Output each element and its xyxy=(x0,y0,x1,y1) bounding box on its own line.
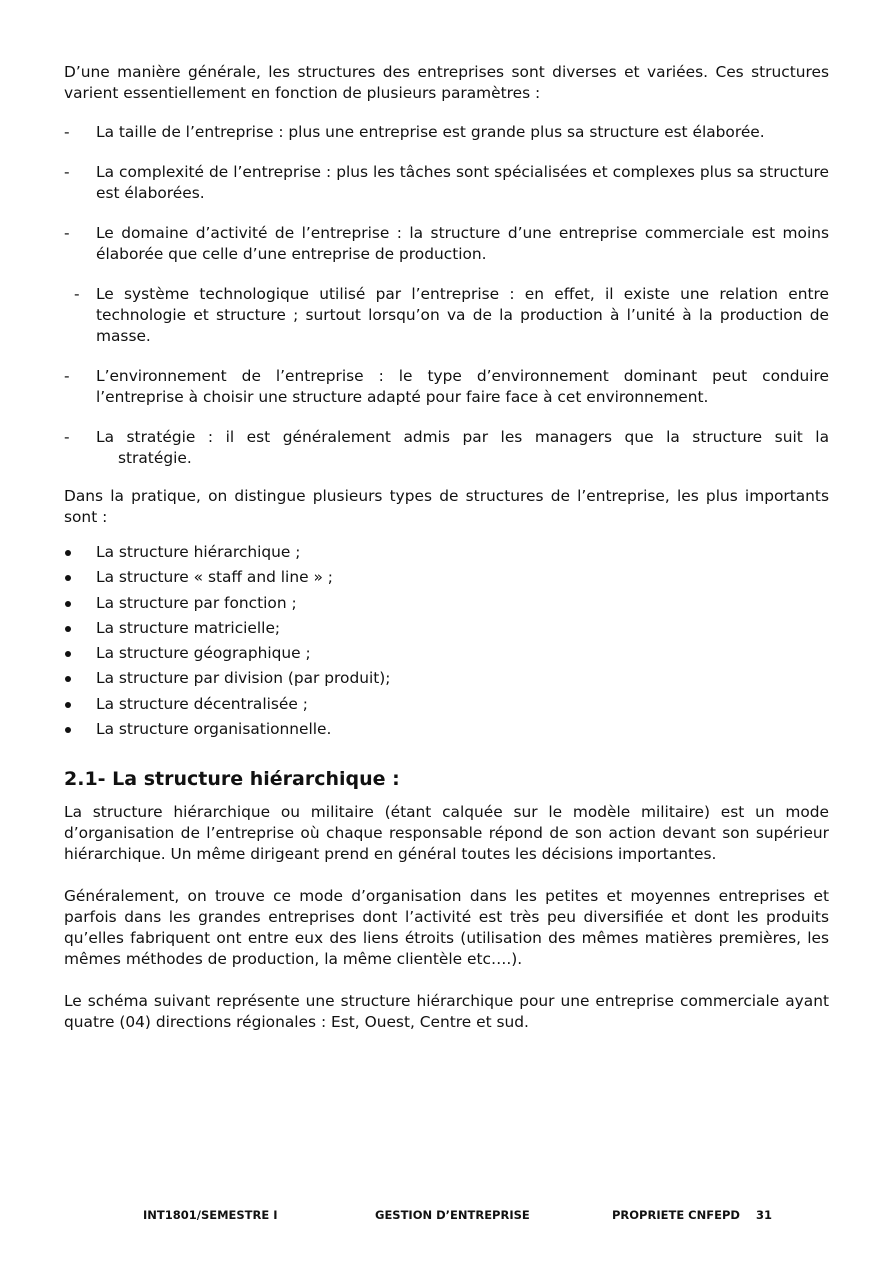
list-item xyxy=(64,223,829,265)
bullet-icon xyxy=(65,550,71,556)
intro-paragraph: D’une manière générale, les structures des entreprises sont diverses et variées. Ces structures varient essentiellement en fonction de plusieurs paramètres : xyxy=(64,63,829,102)
section-paragraph: Le schéma suivant représente une structure hiérarchique pour une entreprise commerciale ayant quatre (04) directions régionales : Est, Ouest, Centre et sud. xyxy=(64,992,829,1032)
dash-marker: - xyxy=(64,123,70,141)
list-item xyxy=(64,641,829,666)
bullet-icon xyxy=(65,727,71,733)
list-item xyxy=(64,666,829,691)
list-item-text: Le domaine d’activité de l’entreprise : la structure d’une entreprise commerciale est moins élaborée que celle d’une entreprise de production. xyxy=(96,224,829,263)
dash-marker: - xyxy=(64,224,70,242)
list-item xyxy=(64,692,829,717)
document-page xyxy=(64,62,829,1054)
bullet-icon xyxy=(65,702,71,708)
list-item-text: La stratégie : il est généralement admis par les managers que la structure suit la xyxy=(96,428,829,446)
section-paragraph: Généralement, on trouve ce mode d’organisation dans les petites et moyennes entreprises et parfois dans les grandes entreprises dont l’activité est très peu diversifiée et dont les produits qu’elles fabriquent ont entre eux des liens étroits (utilisation des mêmes matières premières, les mêmes méthodes de production, la même clientèle etc….). xyxy=(64,887,829,969)
list-item-text: La structure par fonction ; xyxy=(96,593,297,612)
list-item-text: La structure géographique ; xyxy=(96,644,311,663)
list-item-text: La taille de l’entreprise : plus une entreprise est grande plus sa structure est élaborée. xyxy=(96,123,765,141)
list-item xyxy=(64,427,829,469)
list-item xyxy=(64,591,829,616)
footer-course-code: INT1801/SEMESTRE I xyxy=(143,1208,278,1222)
list-item-text: La structure organisationnelle. xyxy=(96,720,332,739)
bullet-icon xyxy=(65,651,71,657)
types-intro-paragraph: Dans la pratique, on distingue plusieurs types de structures de l’entreprise, les plus importants sont : xyxy=(64,487,829,526)
list-item-text: La structure « staff and line » ; xyxy=(96,568,333,587)
section-heading: 2.1- La structure hiérarchique : xyxy=(64,768,400,791)
list-item xyxy=(64,540,829,565)
dash-marker: - xyxy=(64,163,70,181)
list-item-text: La structure par division (par produit); xyxy=(96,669,391,688)
list-item xyxy=(64,366,829,408)
list-item-text: Le système technologique utilisé par l’entreprise : en effet, il existe une relation entre technologie et structure ; surtout lorsqu’on va de la production à l’unité à la production de masse. xyxy=(96,285,829,345)
list-item xyxy=(64,717,829,742)
list-item xyxy=(64,162,829,204)
structure-types-list xyxy=(64,540,829,742)
section-paragraph: La structure hiérarchique ou militaire (étant calquée sur le modèle militaire) est un mode d’organisation de l’entreprise où chaque responsable répond de son action devant son supérieur hiérarchique. Un même dirigeant prend en général toutes les décisions importantes. xyxy=(64,803,829,864)
list-item xyxy=(64,565,829,590)
list-item-text: L’environnement de l’entreprise : le type d’environnement dominant peut conduire l’entreprise à choisir une structure adapté pour faire face à cet environnement. xyxy=(96,367,829,406)
bullet-icon xyxy=(65,676,71,682)
dash-marker: - xyxy=(74,285,80,303)
dash-marker: - xyxy=(64,367,70,385)
footer-course-title: GESTION D’ENTREPRISE xyxy=(375,1208,530,1222)
list-item xyxy=(64,616,829,641)
bullet-icon xyxy=(65,626,71,632)
list-item-text: La structure hiérarchique ; xyxy=(96,543,301,561)
parameters-list xyxy=(64,122,829,469)
list-item-text: La structure matricielle; xyxy=(96,618,281,637)
page-footer xyxy=(0,1208,893,1226)
list-item xyxy=(64,122,829,143)
bullet-icon xyxy=(65,575,71,581)
footer-ownership-page-number: PROPRIETE CNFEPD 31 xyxy=(612,1208,772,1222)
list-item-text: La structure décentralisée ; xyxy=(96,694,308,713)
bullet-icon xyxy=(65,601,71,607)
list-item-text: La complexité de l’entreprise : plus les tâches sont spécialisées et complexes plus sa structure est élaborées. xyxy=(96,163,829,202)
list-item xyxy=(64,284,829,347)
dash-marker: - xyxy=(64,428,70,446)
list-item-text-continued: stratégie. xyxy=(118,449,192,467)
